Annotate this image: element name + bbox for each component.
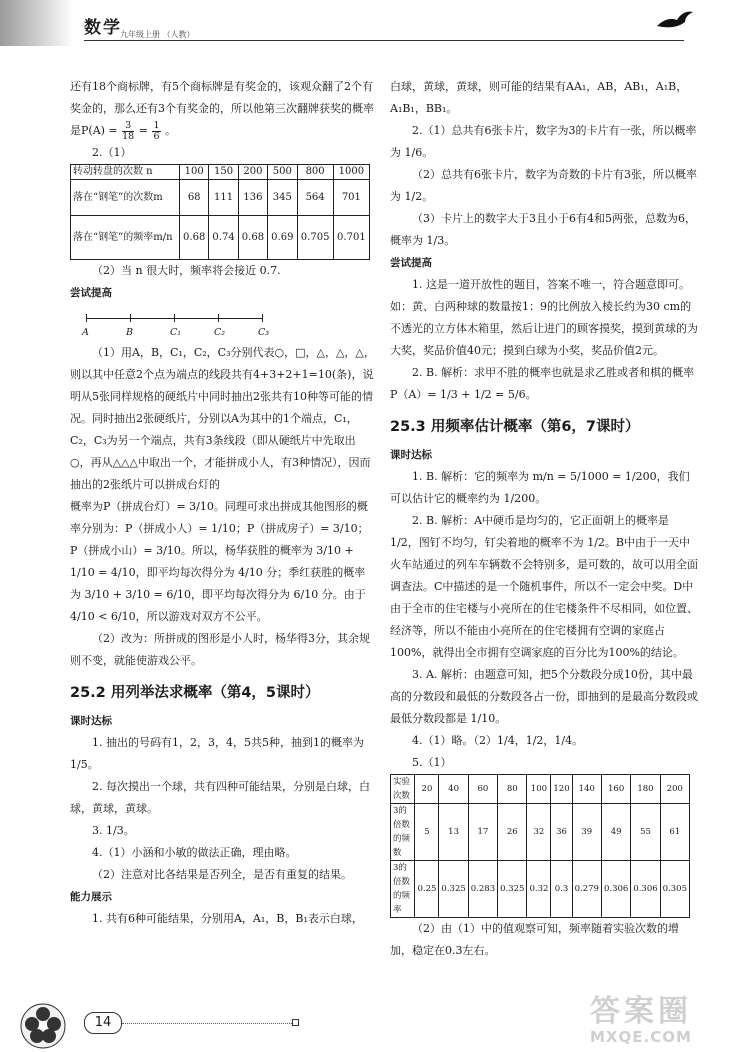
section-25-2-title: 25.2 用列举法求概率（第4，5课时） — [70, 685, 320, 701]
table-cell: 39 — [572, 804, 601, 861]
tick — [262, 314, 263, 322]
segment-diagram — [70, 308, 375, 338]
table-cell: 500 — [268, 165, 297, 180]
table-cell: 转动转盘的次数 n — [71, 165, 180, 180]
point-label: B — [126, 327, 133, 338]
table-cell: 落在“钢笔”的次数m — [71, 180, 180, 216]
r3: （2）总共有6张卡片，数字为奇数的卡片有3张，所以概率为 1/2。 — [390, 168, 697, 203]
r10: 4.（1）略。（2）1/4，1/2，1/4。 — [412, 734, 584, 747]
table-cell: 3的倍数的频率 — [391, 861, 415, 918]
r7: 1. B. 解析：它的频率为 m/n = 5/1000 = 1/200，我们可以估计它的概率约为 1/200。 — [390, 470, 690, 505]
page-header — [0, 0, 750, 52]
table-cell: 150 — [209, 165, 238, 180]
table-row — [391, 861, 690, 918]
text: 还有18个商标牌，有5个商标牌是有奖金的，该观众翻了2个有奖金的，那么还有3个有奖金的，所以他第三次翻牌获奖的概率是P(A) = — [70, 80, 374, 137]
right-column — [390, 76, 698, 962]
table-cell: 180 — [631, 775, 660, 804]
table-cell: 0.25 — [415, 861, 439, 918]
ans-4: 4.（1）小涵和小敏的做法正确，理由略。 — [92, 846, 297, 859]
table-cell: 160 — [601, 775, 630, 804]
table-cell: 136 — [238, 180, 267, 216]
table-cell: 0.279 — [572, 861, 601, 918]
watermark-url: MXQE.COM — [590, 1028, 692, 1046]
r6: 2. B. 解析：求甲不胜的概率也就是求乙胜或者和棋的概率 P（A）= 1/3 + 1/2 = 5/6。 — [390, 366, 695, 401]
r12: （2）由（1）中的值观察可知，频率随着实验次数的增加，稳定在0.3左右。 — [390, 922, 679, 957]
table-cell: 落在“钢笔”的频率m/n — [71, 216, 180, 260]
table-cell: 564 — [297, 180, 333, 216]
table-cell: 0.305 — [660, 861, 689, 918]
ans-5: 1. 共有6种可能结果，分别用A，A₁，B，B₁表示白球， — [92, 912, 363, 925]
table-row — [391, 775, 690, 804]
r11: 5.（1） — [412, 756, 452, 769]
table-cell: 100 — [180, 165, 209, 180]
table-cell: 36 — [551, 804, 572, 861]
table-cell: 5 — [415, 804, 439, 861]
table-cell: 0.701 — [333, 216, 369, 260]
table-cell: 0.705 — [297, 216, 333, 260]
tick — [130, 314, 131, 322]
q2-label: 2.（1） — [92, 146, 132, 159]
section-25-3-title: 25.3 用频率估计概率（第6，7课时） — [390, 419, 640, 435]
table-cell: 0.3 — [551, 861, 572, 918]
table-cell: 13 — [439, 804, 468, 861]
label-keshi: 课时达标 — [70, 715, 112, 727]
left-p5: （2）改为：所拼成的图形是小人时，杨华得3分，其余规则不变，就能使游戏公平。 — [70, 632, 370, 667]
table-row — [71, 165, 370, 180]
table-cell: 111 — [209, 180, 238, 216]
table-cell: 200 — [660, 775, 689, 804]
num: 3 — [122, 121, 134, 132]
try-label-2: 尝试提高 — [390, 257, 432, 269]
table-cell: 701 — [333, 180, 369, 216]
table-cell: 0.69 — [268, 216, 297, 260]
fraction — [122, 121, 134, 142]
book-subtitle: 九年级上册 （人教） — [120, 30, 195, 39]
ans-1: 1. 抽出的号码有1，2，3，4，5共5种，抽到1的概率为 1/5。 — [70, 736, 364, 771]
label-keshi-2: 课时达标 — [390, 449, 432, 461]
r5: 1. 这是一道开放性的题目，答案不唯一，符合题意即可。如：黄、白两种球的数量按1：9的比例放入棱长约为30 cm的不透光的立方体木箱里，然后让进门的顾客摸奖，摸到黄球的为大奖，奖品价值40元；摸到白球为小奖，奖品价值2元。 — [390, 278, 698, 357]
spinner-table — [70, 164, 370, 260]
bird-logo-icon — [655, 6, 695, 32]
table-cell: 0.68 — [238, 216, 267, 260]
table-cell: 55 — [631, 804, 660, 861]
num: 1 — [153, 119, 160, 131]
r8: 2. B. 解析：A中硬币是均匀的，它正面朝上的概率是 1/2，图钉不均匀，钉尖着地的概率不为 1/2。B中由于一天中火车站通过的列车车辆数不会特别多，是可数的，故可以用全面调查法。C中描述的是一个随机事件，所以不一定会中奖。D中由于全市的住宅楼与小亮所在的住宅楼条件不尽相同，如位置、经济等，所以不能由小亮所在的住宅楼拥有空调的家庭占100%，就得出全市拥有空调家庭的百分比为100%的结论。 — [390, 514, 698, 659]
point-label: C₁ — [170, 327, 182, 338]
page-footer — [0, 992, 750, 1052]
fraction — [152, 121, 160, 142]
tick — [174, 314, 175, 322]
table-cell: 0.74 — [209, 216, 238, 260]
r2: 2.（1）总共有6张卡片，数字为3的卡片有一张，所以概率为 1/6。 — [390, 124, 697, 159]
table-cell: 345 — [268, 180, 297, 216]
ans-4b: （2）注意对比各结果是否列全，是否有重复的结果。 — [92, 868, 352, 881]
dotted-rule — [122, 1023, 292, 1024]
table-cell: 49 — [601, 804, 630, 861]
left-p3: 概率为P（拼成台灯）= 3/10。同理可求出拼成其他图形的概率分别为：P（拼成小人）= 1/10；P（拼成房子）= 3/10； — [70, 500, 369, 535]
r4: （3）卡片上的数字大于3且小于6有4和5两张，总数为6，概率为 1/3。 — [390, 212, 696, 247]
page-number: 14 — [84, 1012, 122, 1034]
flower-ornament-icon — [8, 992, 78, 1050]
try-label: 尝试提高 — [70, 287, 112, 299]
square-marker-icon — [292, 1019, 299, 1026]
table-cell: 0.325 — [498, 861, 527, 918]
table-cell: 0.325 — [439, 861, 468, 918]
watermark-text: 答案圈 — [590, 994, 692, 1029]
den: 6 — [153, 130, 160, 142]
r9: 3. A. 解析：由题意可知，把5个分数段分成10份，其中最高的分数段和最低的分数段各占一份，即抽到的是最高分数段或最低分数段都是 1/10。 — [390, 668, 698, 725]
table-row — [391, 804, 690, 861]
table-cell: 200 — [238, 165, 267, 180]
subject-title: 数学 — [84, 18, 122, 38]
table-cell: 40 — [439, 775, 468, 804]
experiment-table — [390, 774, 690, 918]
den: 18 — [122, 130, 135, 142]
table-cell: 20 — [415, 775, 439, 804]
table-row — [71, 216, 370, 260]
left-column — [70, 76, 375, 930]
text: 。 — [165, 124, 176, 137]
table-cell: 120 — [551, 775, 572, 804]
point-label: A — [82, 327, 89, 338]
table-cell: 26 — [498, 804, 527, 861]
table-row — [71, 180, 370, 216]
left-p4: P（拼成小山）= 3/10。所以，杨华获胜的概率为 3/10 + 1/10 = 4/10，即平均每次得分为 4/10 分；季红获胜的概率为 3/10 + 3/10 = 6/10，即平均每次得分为 6/10 分。由于 4/10 < 6/10，所以游戏对双方不公平。 — [70, 544, 366, 623]
table-cell: 68 — [180, 180, 209, 216]
header-gradient — [0, 0, 74, 46]
table-cell: 100 — [527, 775, 551, 804]
table-cell: 140 — [572, 775, 601, 804]
table-cell: 0.306 — [631, 861, 660, 918]
label-nengli: 能力展示 — [70, 891, 112, 903]
table-cell: 1000 — [333, 165, 369, 180]
table-cell: 实验次数 — [391, 775, 415, 804]
tick — [86, 314, 87, 322]
watermark — [590, 996, 740, 1046]
table-cell: 0.283 — [468, 861, 497, 918]
left-p2: （1）用A，B，C₁，C₂，C₃分别代表○，□，△，△，△，则以其中任意2个点为端点的线段共有4+3+2+1=10(条)，说明从5张同样规格的硬纸片中同时抽出2张共有10种等可能的情况。同时抽出2张硬纸片，分别以A为其中的1个端点，C₁，C₂，C₃为另一个端点，共有3条线段（即从硬纸片中先取出○，再从△△△中取出一个，才能拼成小人，有3种情况），因而抽出的2张纸片可以拼成台灯的 — [70, 346, 375, 491]
tick — [218, 314, 219, 322]
r1: 白球，黄球，黄球，则可能的结果有AA₁，AB，AB₁，A₁B，A₁B₁，BB₁。 — [390, 80, 688, 115]
table-cell: 3的倍数的频数 — [391, 804, 415, 861]
table-cell: 0.32 — [527, 861, 551, 918]
table-cell: 800 — [297, 165, 333, 180]
table-cell: 0.68 — [180, 216, 209, 260]
header-rule — [84, 40, 684, 41]
ans-3: 3. 1/3。 — [92, 824, 135, 837]
ans-2: 2. 每次摸出一个球，共有四种可能结果，分别是白球，白球，黄球，黄球。 — [70, 780, 370, 815]
point-label: C₃ — [258, 327, 270, 338]
point-label: C₂ — [214, 327, 226, 338]
left-p1 — [70, 76, 375, 142]
table-cell: 17 — [468, 804, 497, 861]
table-cell: 61 — [660, 804, 689, 861]
table-cell: 0.306 — [601, 861, 630, 918]
eq: = — [138, 124, 148, 137]
table-cell: 80 — [498, 775, 527, 804]
q2b: （2）当 n 很大时，频率将会接近 0.7. — [92, 264, 281, 277]
table-cell: 60 — [468, 775, 497, 804]
table-cell: 32 — [527, 804, 551, 861]
